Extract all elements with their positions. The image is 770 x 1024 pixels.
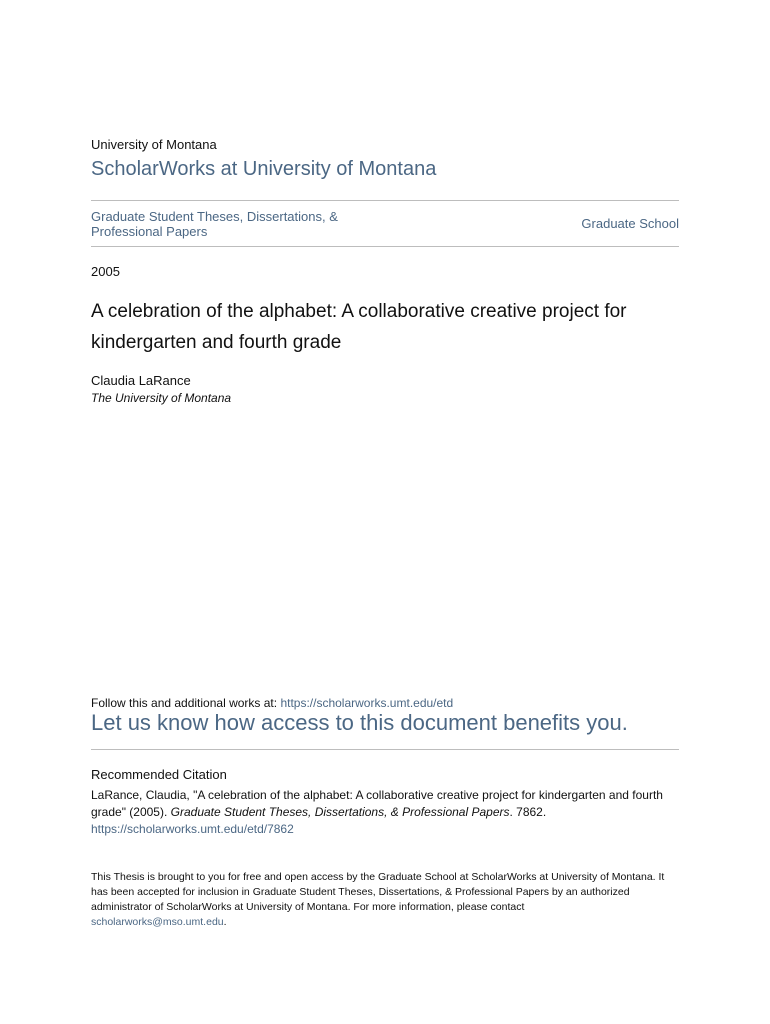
- repository-link[interactable]: ScholarWorks at University of Montana: [91, 158, 437, 180]
- institution-name: University of Montana: [91, 137, 217, 152]
- notice-end: .: [223, 916, 227, 928]
- divider-middle: [91, 246, 679, 247]
- divider-bottom: [91, 749, 679, 750]
- author-name: Claudia LaRance: [91, 373, 191, 388]
- collection-line-1: Graduate Student Theses, Dissertations, &: [91, 209, 338, 224]
- follow-link[interactable]: https://scholarworks.umt.edu/etd: [280, 696, 454, 710]
- benefits-link[interactable]: Let us know how access to this document benefits you.: [91, 710, 628, 735]
- citation-number: . 7862.: [509, 805, 547, 819]
- follow-line: [91, 696, 453, 710]
- department-link[interactable]: Graduate School: [581, 216, 679, 231]
- title-line-1: A celebration of the alphabet: A collaborative creative project for: [91, 301, 627, 322]
- title-line-2: kindergarten and fourth grade: [91, 332, 342, 353]
- citation-heading: Recommended Citation: [91, 767, 227, 782]
- citation-link[interactable]: https://scholarworks.umt.edu/etd/7862: [91, 822, 294, 836]
- divider-top: [91, 200, 679, 201]
- citation-text: LaRance, Claudia, "A celebration of the alphabet: A collaborative creative project for kindergarten and fourth grade" (2005).: [91, 788, 663, 819]
- collection-link[interactable]: [91, 209, 381, 239]
- citation-block: [91, 787, 679, 838]
- author-affiliation: The University of Montana: [91, 391, 232, 405]
- access-notice: [91, 870, 679, 930]
- publication-year: 2005: [91, 264, 120, 279]
- contact-email-link[interactable]: scholarworks@mso.umt.edu: [91, 916, 224, 928]
- follow-text: Follow this and additional works at:: [91, 696, 281, 710]
- document-title: [91, 296, 679, 358]
- notice-text: This Thesis is brought to you for free and open access by the Graduate School at ScholarWorks at University of Montana. It has been accepted for inclusion in Graduate Student Theses, Dissertations, & Professional Papers by an authorized administrator of ScholarWorks at University of Montana. For more information, please contact: [91, 871, 665, 913]
- collection-line-2: Professional Papers: [91, 224, 208, 239]
- citation-series: Graduate Student Theses, Dissertations, & Professional Papers: [170, 805, 510, 819]
